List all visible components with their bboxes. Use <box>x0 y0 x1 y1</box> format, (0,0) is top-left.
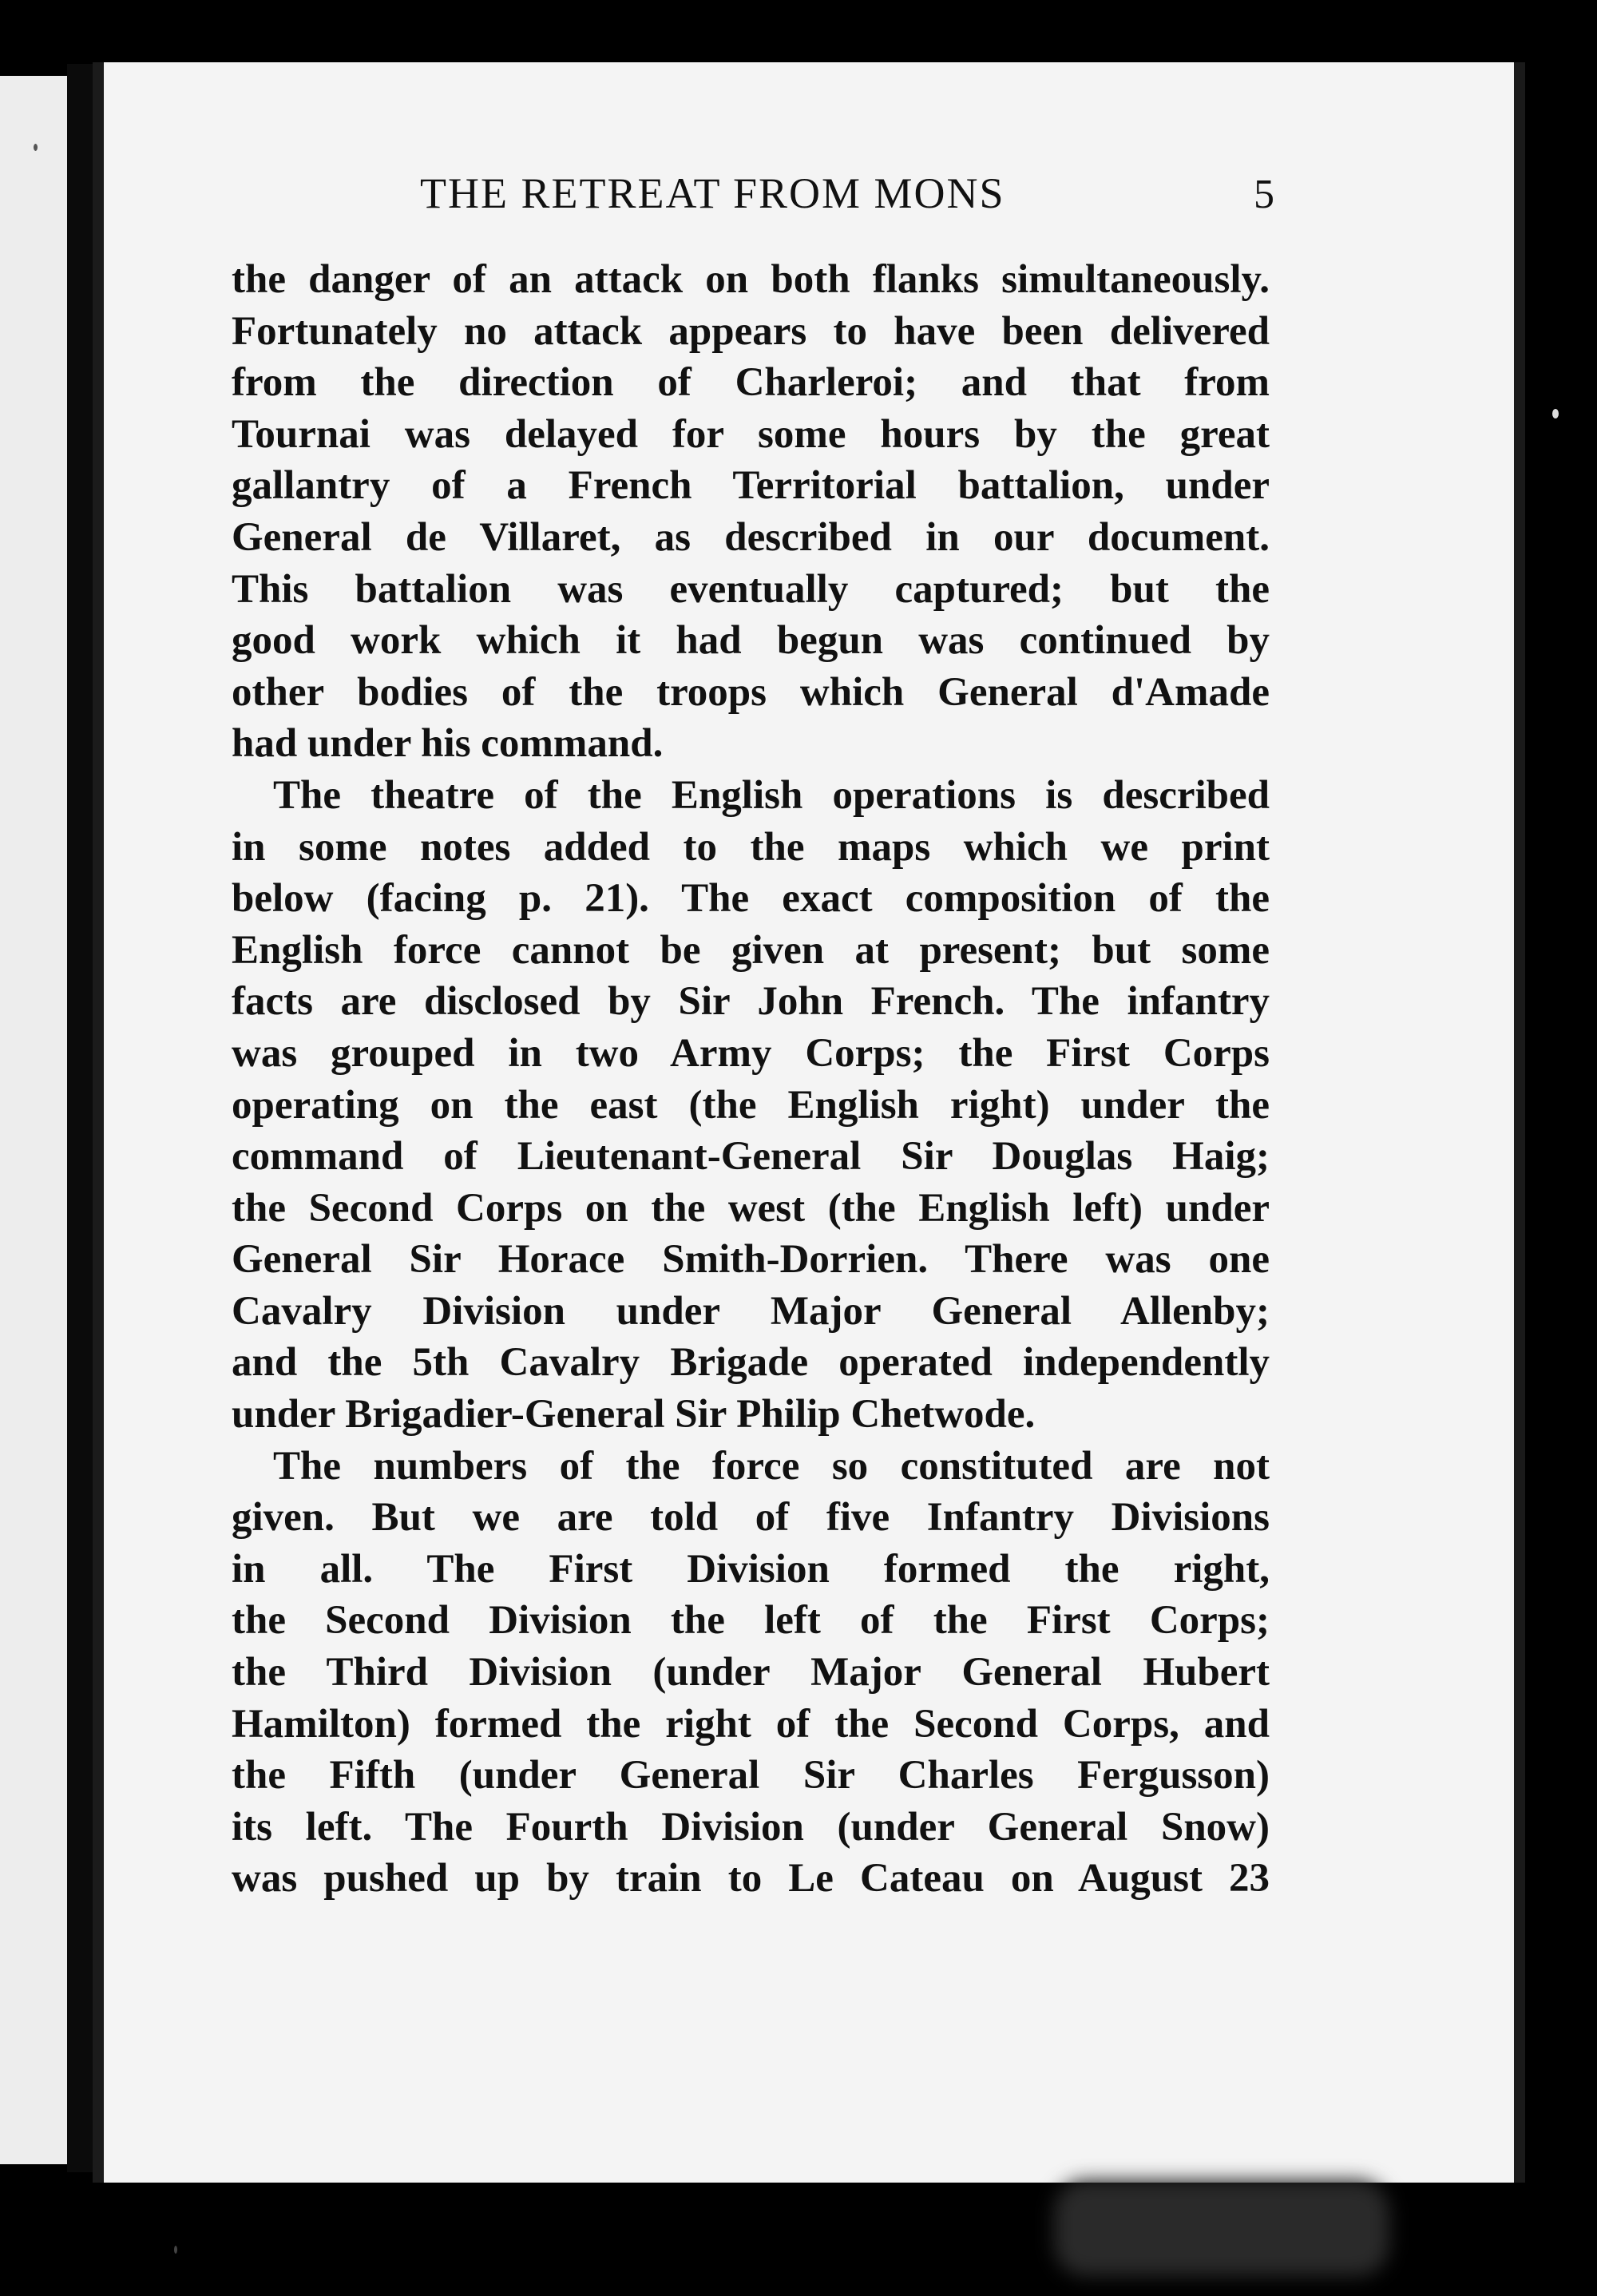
text-line: Tournai was delayed for some hours by the great <box>232 411 1270 457</box>
text-line: Hamilton) formed the right of the Second Corps, and <box>232 1701 1270 1747</box>
text-line: its left. The Fourth Division (under General Snow) <box>232 1804 1270 1850</box>
text-line: from the direction of Charleroi; and that from <box>232 360 1270 406</box>
page-gutter <box>67 64 94 2172</box>
text-line: the danger of an attack on both flanks simultaneously. <box>232 257 1270 302</box>
page-binding-shadow <box>93 62 104 2183</box>
text-line: operating on the east (the English right) under the <box>232 1082 1270 1128</box>
text-line: General de Villaret, as described in our document. <box>232 514 1270 560</box>
text-line: Fortunately no attack appears to have been delivered <box>232 308 1270 354</box>
scan-shadow-bottom <box>1054 2180 1389 2276</box>
dust-speck <box>174 2246 177 2254</box>
page-number: 5 <box>1254 172 1276 217</box>
page-text <box>232 169 1276 1905</box>
text-line: the Second Corps on the west (the English left) under <box>232 1185 1270 1231</box>
text-line: was grouped in two Army Corps; the First Corps <box>232 1030 1270 1076</box>
running-head <box>420 169 1276 219</box>
text-line: the Fifth (under General Sir Charles Fergusson) <box>232 1753 1270 1798</box>
text-line: English force cannot be given at present; but some <box>232 927 1270 973</box>
text-line: given. But we are told of five Infantry Divisions <box>232 1495 1270 1541</box>
text-line: had under his command. <box>232 721 664 767</box>
text-line: command of Lieutenant-General Sir Douglas Haig; <box>232 1134 1270 1180</box>
text-line: The numbers of the force so constituted are not <box>273 1443 1270 1489</box>
text-line: good work which it had begun was continued by <box>232 618 1270 664</box>
text-line: This battalion was eventually captured; but the <box>232 566 1270 612</box>
dust-speck <box>1552 409 1559 418</box>
text-line: and the 5th Cavalry Brigade operated independently <box>232 1340 1270 1386</box>
dust-speck <box>34 144 38 151</box>
page-right-edge <box>1514 62 1525 2183</box>
text-line: below (facing p. 21). The exact composition of the <box>232 876 1270 922</box>
text-line: the Third Division (under Major General Hubert <box>232 1650 1270 1695</box>
text-line: General Sir Horace Smith-Dorrien. There was one <box>232 1237 1270 1283</box>
text-line: other bodies of the troops which General d'Amade <box>232 669 1270 715</box>
text-line: facts are disclosed by Sir John French. The infantry <box>232 979 1270 1025</box>
text-line: in some notes added to the maps which we print <box>232 824 1270 870</box>
text-line: The theatre of the English operations is described <box>273 772 1270 818</box>
paragraph <box>232 254 1270 770</box>
text-line: the Second Division the left of the First Corps; <box>232 1598 1270 1644</box>
text-line: under Brigadier-General Sir Philip Chetwode. <box>232 1392 1036 1437</box>
paragraph <box>232 1441 1270 1905</box>
paragraph <box>232 770 1270 1441</box>
running-head-title: THE RETREAT FROM MONS <box>420 169 1005 217</box>
text-line: Cavalry Division under Major General Allenby; <box>232 1288 1270 1334</box>
text-line: was pushed up by train to Le Cateau on August 23 <box>232 1856 1270 1901</box>
text-line: in all. The First Division formed the right, <box>232 1546 1270 1592</box>
text-line: gallantry of a French Territorial battalion, under <box>232 463 1270 509</box>
